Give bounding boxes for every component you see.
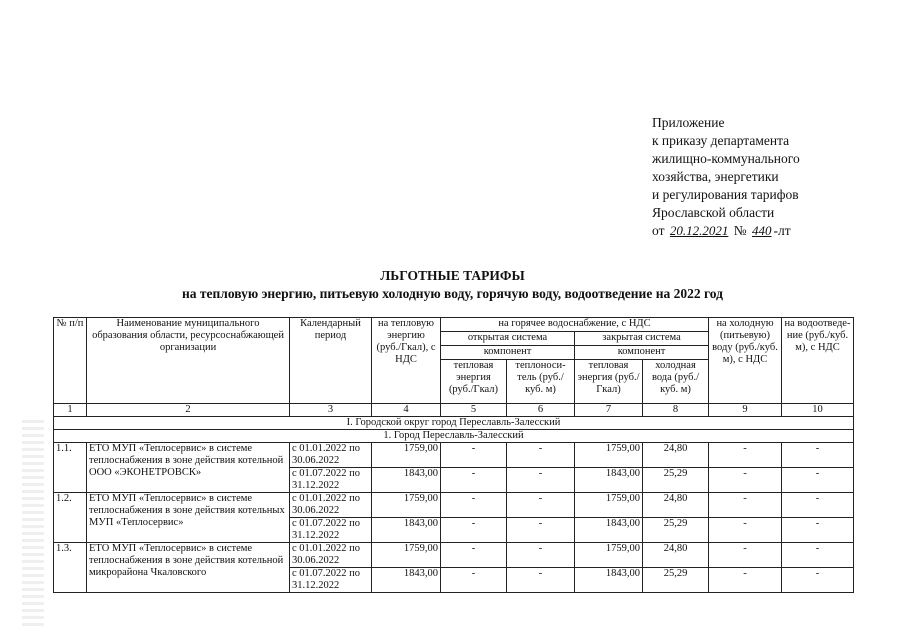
cell-sewage: - xyxy=(782,468,854,493)
cell-open-carrier: - xyxy=(507,493,575,518)
row-num: 1.1. xyxy=(54,443,87,493)
cell-cold: - xyxy=(709,443,782,468)
appendix-line: и регулирования тарифов xyxy=(652,187,799,202)
cell-open-carrier: - xyxy=(507,443,575,468)
col-number: 5 xyxy=(441,404,507,417)
header-open-carrier: теплоноси-тель (руб./куб. м) xyxy=(507,360,575,404)
cell-heat: 1759,00 xyxy=(372,443,441,468)
document-subtitle: на тепловую энергию, питьевую холодную воду, горячую воду, водоотведение на 2022 год xyxy=(182,286,723,301)
row-period: с 01.07.2022 по 31.12.2022 xyxy=(290,468,372,493)
header-num: № п/п xyxy=(54,318,87,404)
cell-heat: 1843,00 xyxy=(372,468,441,493)
col-number: 6 xyxy=(507,404,575,417)
appendix-line: жилищно-коммунального xyxy=(652,151,800,166)
cell-open-heat: - xyxy=(441,468,507,493)
tariff-table xyxy=(53,317,854,593)
cell-sewage: - xyxy=(782,493,854,518)
appendix-line: к приказу департамента xyxy=(652,133,790,148)
cell-closed-cold: 24,80 xyxy=(643,493,709,518)
row-period: с 01.01.2022 по 30.06.2022 xyxy=(290,443,372,468)
cell-cold: - xyxy=(709,568,782,593)
header-name: Наименование муниципального образования области, ресурсоснабжающей организации xyxy=(87,318,290,404)
cell-closed-cold: 24,80 xyxy=(643,543,709,568)
cell-cold: - xyxy=(709,493,782,518)
col-number: 3 xyxy=(290,404,372,417)
cell-open-carrier: - xyxy=(507,518,575,543)
cell-heat: 1843,00 xyxy=(372,568,441,593)
row-period: с 01.01.2022 по 30.06.2022 xyxy=(290,543,372,568)
scan-edge-artifact xyxy=(22,420,44,630)
col-number: 7 xyxy=(575,404,643,417)
cell-open-heat: - xyxy=(441,443,507,468)
cell-cold: - xyxy=(709,468,782,493)
header-component-closed: компонент xyxy=(575,346,709,360)
header-closed-heat: тепловая энергия (руб./Гкал) xyxy=(575,360,643,404)
cell-open-heat: - xyxy=(441,543,507,568)
row-org: ЕТО МУП «Теплосервис» в системе теплоснабжения в зоне действия котельной ООО «ЭКОНЕТРОВСК» xyxy=(87,443,290,493)
document-title: ЛЬГОТНЫЕ ТАРИФЫ xyxy=(380,268,525,283)
row-num: 1.3. xyxy=(54,543,87,593)
appendix-line: хозяйства, энергетики xyxy=(652,169,779,184)
col-number: 9 xyxy=(709,404,782,417)
cell-closed-cold: 24,80 xyxy=(643,443,709,468)
col-number: 2 xyxy=(87,404,290,417)
number-label: № xyxy=(733,223,747,238)
cell-closed-cold: 25,29 xyxy=(643,468,709,493)
cell-open-heat: - xyxy=(441,518,507,543)
header-cold-water: на холодную (питьевую) воду (руб./куб. м), с НДС xyxy=(709,318,782,404)
cell-open-heat: - xyxy=(441,493,507,518)
cell-open-heat: - xyxy=(441,568,507,593)
cell-sewage: - xyxy=(782,568,854,593)
row-period: с 01.01.2022 по 30.06.2022 xyxy=(290,493,372,518)
appendix-line: Ярославской области xyxy=(652,205,775,220)
header-open-heat: тепловая энергия (руб./Гкал) xyxy=(441,360,507,404)
appendix-date-line xyxy=(652,222,800,240)
header-component-open: компонент xyxy=(441,346,575,360)
cell-heat: 1843,00 xyxy=(372,518,441,543)
cell-cold: - xyxy=(709,543,782,568)
row-period: с 01.07.2022 по 31.12.2022 xyxy=(290,568,372,593)
cell-cold: - xyxy=(709,518,782,543)
cell-sewage: - xyxy=(782,518,854,543)
header-period: Календарный период xyxy=(290,318,372,404)
cell-closed-heat: 1759,00 xyxy=(575,443,643,468)
cell-closed-heat: 1843,00 xyxy=(575,568,643,593)
cell-open-carrier: - xyxy=(507,543,575,568)
col-number: 4 xyxy=(372,404,441,417)
col-number: 1 xyxy=(54,404,87,417)
number-suffix: -лт xyxy=(773,223,791,238)
table-row xyxy=(54,543,854,568)
cell-closed-heat: 1759,00 xyxy=(575,543,643,568)
header-heat: на тепловую энергию (руб./Гкал), с НДС xyxy=(372,318,441,404)
cell-closed-heat: 1843,00 xyxy=(575,468,643,493)
cell-closed-cold: 25,29 xyxy=(643,568,709,593)
header-closed-system: закрытая система xyxy=(575,332,709,346)
table-row xyxy=(54,443,854,468)
cell-sewage: - xyxy=(782,443,854,468)
row-org: ЕТО МУП «Теплосервис» в системе теплоснабжения в зоне действия котельных МУП «Теплосервис» xyxy=(87,493,290,543)
row-org: ЕТО МУП «Теплосервис» в системе теплоснабжения в зоне действия котельной микрорайона Чкаловского xyxy=(87,543,290,593)
table-row xyxy=(54,493,854,518)
col-number: 10 xyxy=(782,404,854,417)
appendix-line: Приложение xyxy=(652,115,725,130)
row-period: с 01.07.2022 по 31.12.2022 xyxy=(290,518,372,543)
cell-open-carrier: - xyxy=(507,468,575,493)
header-open-system: открытая система xyxy=(441,332,575,346)
order-date: 20.12.2021 xyxy=(669,223,729,238)
header-closed-cold: холодная вода (руб./куб. м) xyxy=(643,360,709,404)
appendix-block xyxy=(652,114,800,240)
cell-heat: 1759,00 xyxy=(372,543,441,568)
order-number: 440 xyxy=(752,223,772,238)
date-prefix: от xyxy=(652,223,665,238)
section-city: 1. Город Переславль-Залесский xyxy=(54,430,854,443)
cell-open-carrier: - xyxy=(507,568,575,593)
section-district: I. Городской округ город Переславль-Залесский xyxy=(54,417,854,430)
header-sewage: на водоотведе-ние (руб./куб. м), с НДС xyxy=(782,318,854,404)
cell-closed-cold: 25,29 xyxy=(643,518,709,543)
cell-closed-heat: 1843,00 xyxy=(575,518,643,543)
col-number: 8 xyxy=(643,404,709,417)
cell-heat: 1759,00 xyxy=(372,493,441,518)
row-num: 1.2. xyxy=(54,493,87,543)
cell-closed-heat: 1759,00 xyxy=(575,493,643,518)
header-hot-water: на горячее водоснабжение, с НДС xyxy=(441,318,709,332)
cell-sewage: - xyxy=(782,543,854,568)
